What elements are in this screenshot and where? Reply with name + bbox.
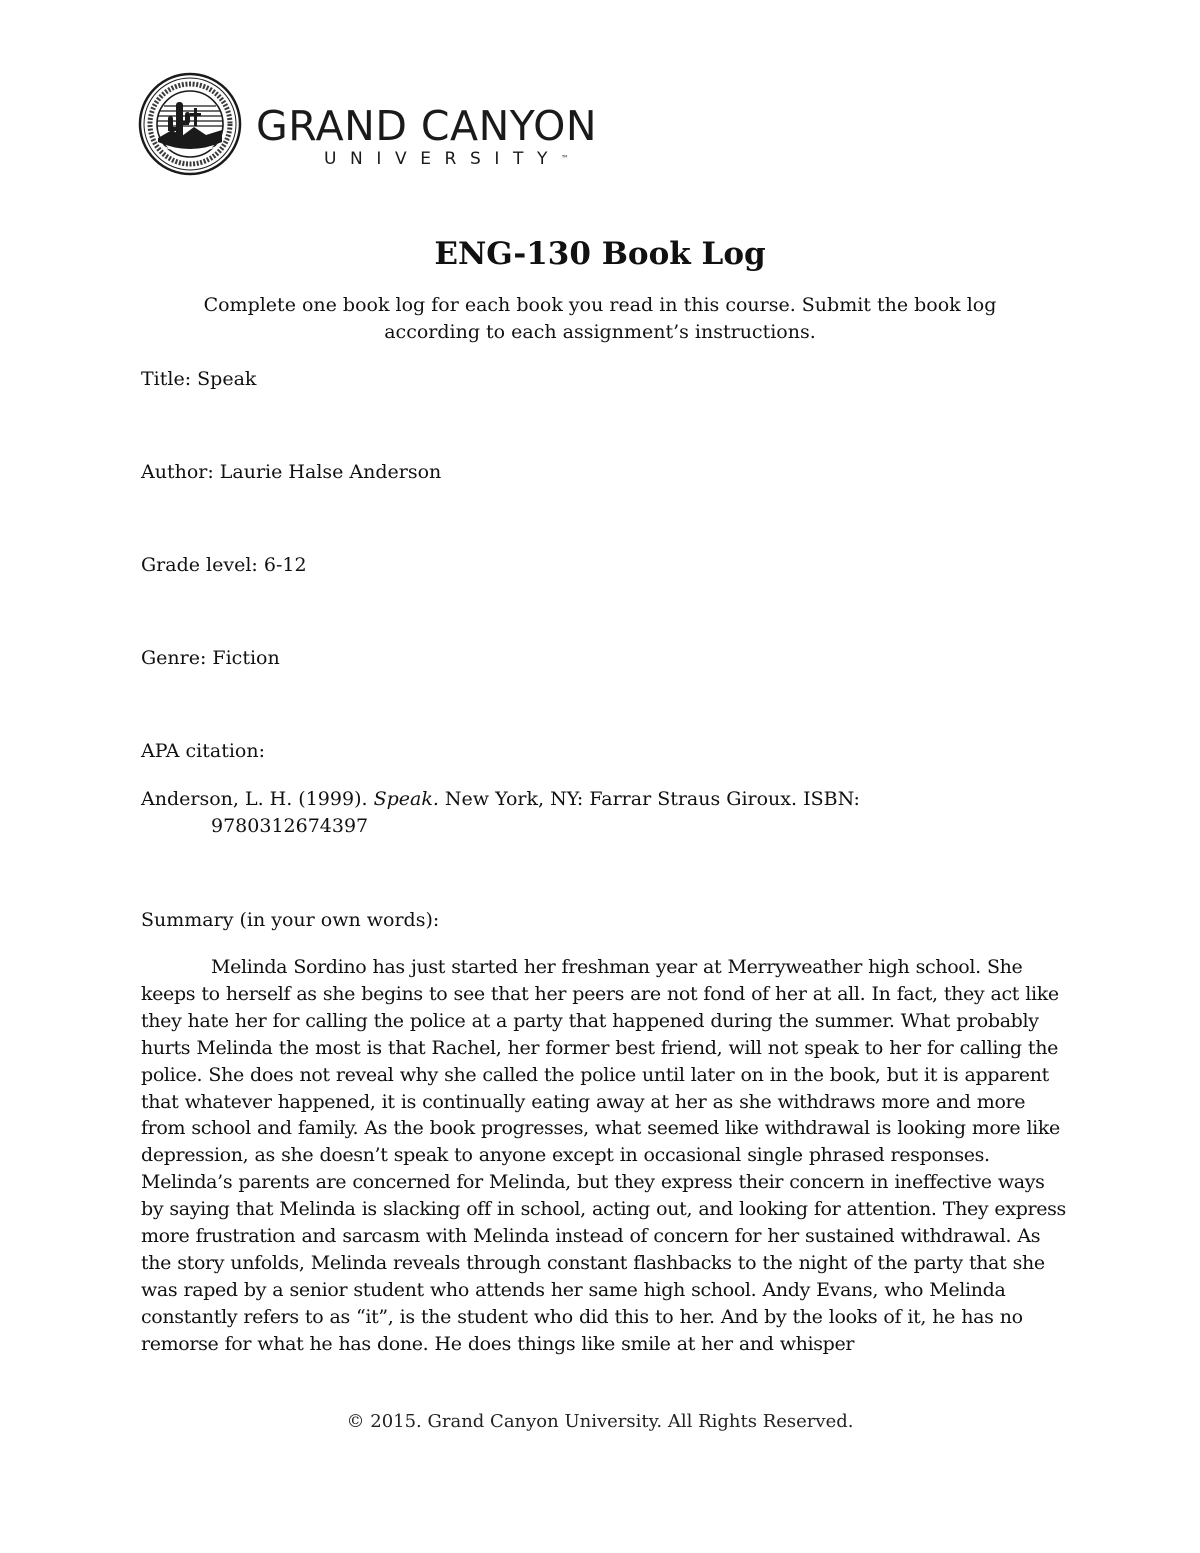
citation-author-year: Anderson, L. H. (1999). (141, 788, 374, 810)
university-logo (138, 72, 618, 176)
citation-publisher: New York, NY: Farrar Straus Giroux. ISBN: (438, 788, 860, 810)
instructions-text: Complete one book log for each book you read in this course. Submit the book log according to each assignment’s instructions. (203, 294, 997, 343)
field-author: Author: Laurie Halse Anderson (141, 461, 442, 483)
field-genre: Genre: Fiction (141, 647, 280, 669)
field-grade-level: Grade level: 6-12 (141, 554, 307, 576)
citation-book-title: Speak. (373, 788, 439, 810)
field-title: Title: Speak (141, 368, 257, 390)
summary-label: Summary (in your own words): (141, 909, 440, 931)
wordmark-line2-text: UNIVERSITY (324, 149, 561, 169)
citation-isbn: 9780312674397 (211, 815, 369, 837)
trademark-symbol: ™ (560, 154, 569, 163)
university-seal-icon (138, 72, 242, 176)
university-wordmark (256, 104, 597, 170)
wordmark-line2 (324, 148, 597, 170)
page-title: ENG-130 Book Log (434, 236, 766, 272)
wordmark-line1: GRAND CANYON (256, 102, 598, 150)
copyright-footer: © 2015. Grand Canyon University. All Rights Reserved. (346, 1411, 854, 1432)
apa-citation (141, 786, 941, 840)
summary-text: Melinda Sordino has just started her freshman year at Merryweather high school. She keeps to herself as she begins to see that her peers are not fond of her at all. In fact, they act like they hate her for calling the police at a party that happened during the summer. What probably hurts Melinda the most is that Rachel, her former best friend, will not speak to her for calling the police. She does not reveal why she called the police until later on in the book, but it is apparent that whatever happened, it is continually eating away at her as she withdraws more and more from school and family. As the book progresses, what seemed like withdrawal is looking more like depression, as she doesn’t speak to anyone except in occasional single phrased responses. Melinda’s parents are concerned for Melinda, but they express their concern in ineffective ways by saying that Melinda is slacking off in school, acting out, and looking for attention. They express more frustration and sarcasm with Melinda instead of concern for her sustained withdrawal. As the story unfolds, Melinda reveals through constant flashbacks to the night of the party that she was raped by a senior student who attends her same high school. Andy Evans, who Melinda constantly refers to as “it”, is the student who did this to her. And by the looks of it, he has no remorse for what he has done. He does things like smile at her and whisper (141, 956, 1066, 1355)
field-apa-label: APA citation: (141, 740, 265, 762)
